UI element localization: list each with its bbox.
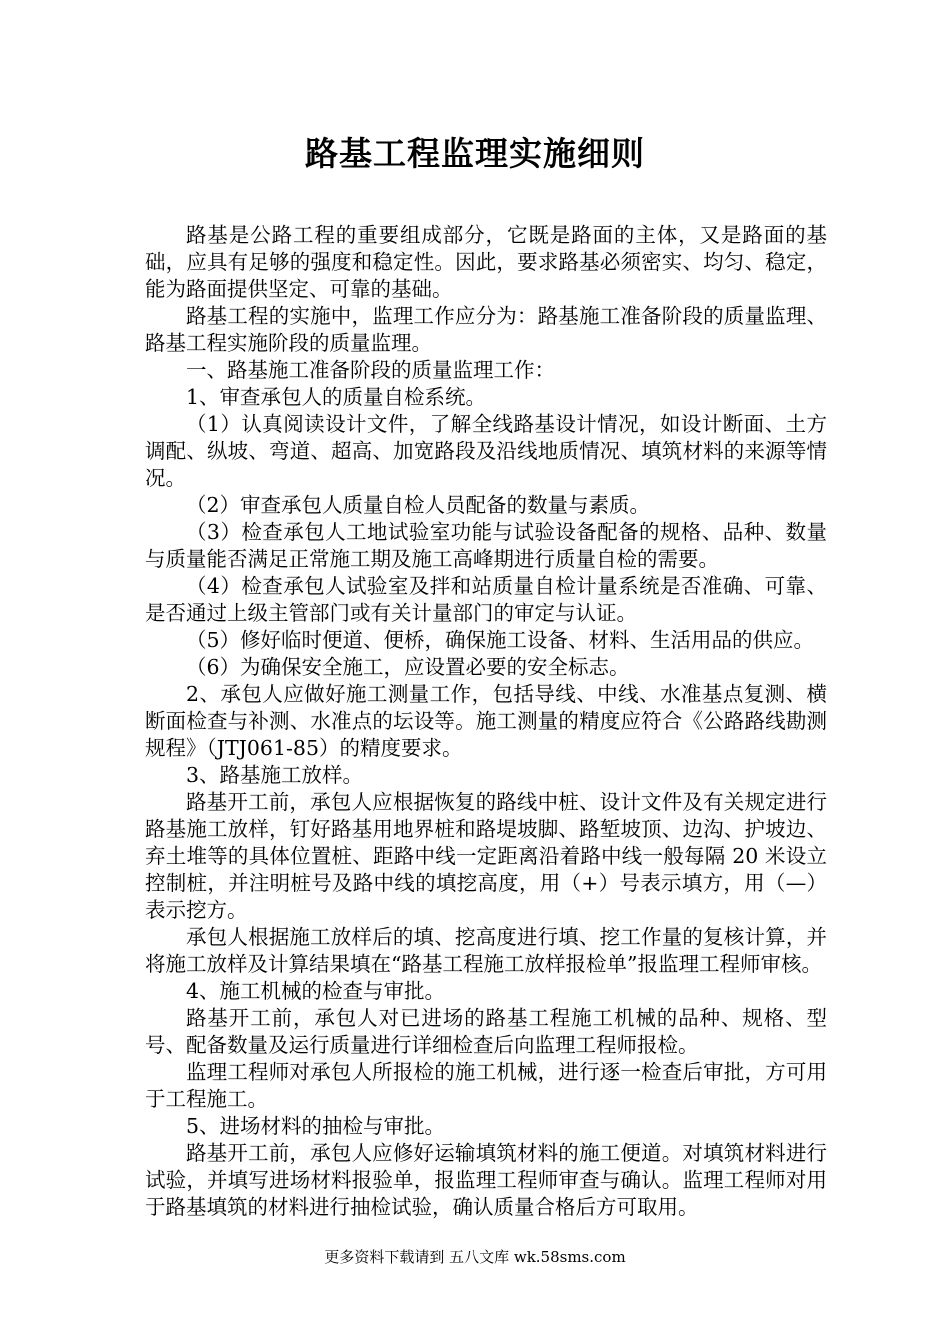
paragraph: 路基工程的实施中，监理工作应分为：路基施工准备阶段的质量监理、路基工程实施阶段的质量监理。 [145, 304, 827, 355]
item-heading: 5、进场材料的抽检与审批。 [186, 1114, 446, 1138]
sub-item: （6）为确保安全施工，应设置必要的安全标志。 [186, 655, 630, 679]
paragraph: 承包人根据施工放样后的填、挖高度进行填、挖工作量的复核计算，并将施工放样及计算结果填在“路基工程施工放样报检单”报监理工程师审核。 [145, 925, 827, 976]
paragraph: 监理工程师对承包人所报检的施工机械，进行逐一检查后审批，方可用于工程施工。 [145, 1060, 827, 1111]
paragraph: 路基开工前，承包人应修好运输填筑材料的施工便道。对填筑材料进行试验，并填写进场材料报验单，报监理工程师审查与确认。监理工程师对用于路基填筑的材料进行抽检试验，确认质量合格后方可取用。 [145, 1141, 827, 1219]
item-heading: 3、路基施工放样。 [186, 763, 364, 787]
document-body [145, 222, 827, 1221]
paragraph: 路基开工前，承包人应根据恢复的路线中桩、设计文件及有关规定进行路基施工放样，钉好路基用地界桩和路堤坡脚、路堑坡顶、边沟、护坡边、弃土堆等的具体位置桩、距路中线一定距离沿着路中线一般每隔 20 米设立控制桩，并注明桩号及路中线的填挖高度，用（+）号表示填方，用（—）表示挖方。 [145, 790, 827, 922]
paragraph: 路基开工前，承包人对已进场的路基工程施工机械的品种、规格、型号、配备数量及运行质量进行详细检查后向监理工程师报检。 [145, 1006, 827, 1057]
item-heading: 2、承包人应做好施工测量工作，包括导线、中线、水准基点复测、横断面检查与补测、水准点的坛设等。施工测量的精度应符合《公路路线勘测规程》（JTJ061-85）的精度要求。 [145, 682, 827, 760]
paragraph: 路基是公路工程的重要组成部分，它既是路面的主体，又是路面的基础，应具有足够的强度和稳定性。因此，要求路基必须密实、均匀、稳定，能为路面提供坚定、可靠的基础。 [145, 223, 827, 301]
page-title: 路基工程监理实施细则 [305, 134, 645, 173]
footer-watermark: 更多资料下载请到 五八文库 wk.58sms.com [324, 1248, 626, 1266]
item-heading: 4、施工机械的检查与审批。 [186, 979, 446, 1003]
item-heading: 1、审查承包人的质量自检系统。 [186, 385, 487, 409]
sub-item: （5）修好临时便道、便桥，确保施工设备、材料、生活用品的供应。 [186, 628, 815, 652]
sub-item: （1）认真阅读设计文件，了解全线路基设计情况，如设计断面、土方调配、纵坡、弯道、超高、加宽路段及沿线地质情况、填筑材料的来源等情况。 [145, 412, 827, 490]
sub-item: （4）检查承包人试验室及拌和站质量自检计量系统是否准确、可靠、是否通过上级主管部门或有关计量部门的审定与认证。 [145, 574, 827, 625]
sub-item: （2）审查承包人质量自检人员配备的数量与素质。 [186, 493, 651, 517]
sub-item: （3）检查承包人工地试验室功能与试验设备配备的规格、品种、数量与质量能否满足正常施工期及施工高峰期进行质量自检的需要。 [145, 520, 827, 571]
section-heading: 一、路基施工准备阶段的质量监理工作： [186, 358, 555, 382]
